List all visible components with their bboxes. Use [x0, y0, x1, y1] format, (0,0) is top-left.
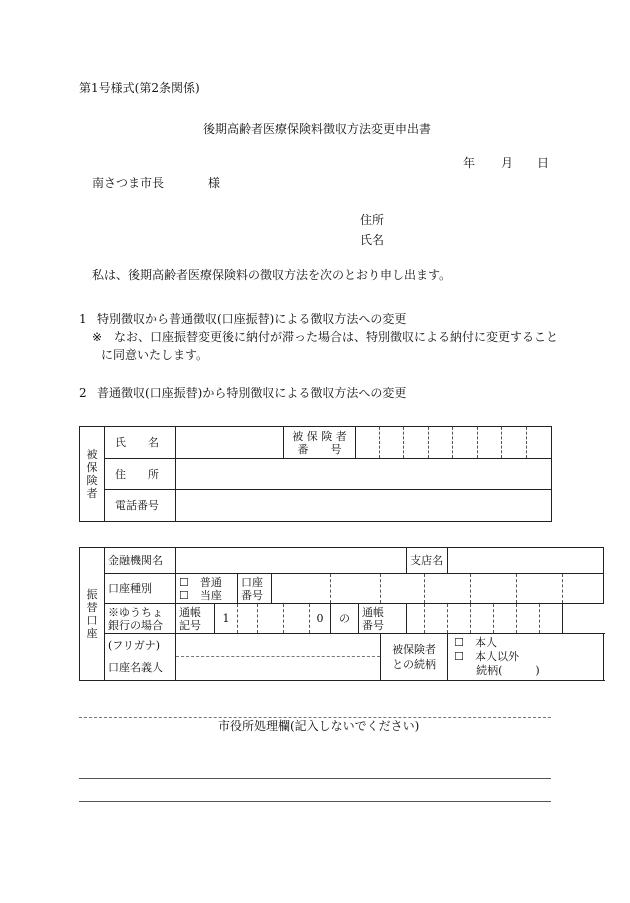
insured-phone-field[interactable] — [176, 490, 552, 522]
account-number-label: 口座 番号 — [238, 574, 272, 604]
furigana-field[interactable] — [176, 634, 380, 656]
branch-field[interactable] — [448, 548, 604, 574]
relation-detail[interactable]: 続柄( ) — [476, 664, 540, 677]
account-type-current-checkbox[interactable]: ☐ 当座 — [179, 588, 222, 602]
holder-name-field[interactable] — [176, 656, 380, 680]
insured-number-label: 被 保 険 者 番 号 — [284, 427, 356, 459]
passbook-number-digit[interactable] — [407, 604, 425, 634]
insured-number-digit[interactable] — [527, 427, 552, 459]
date-month-label: 月 — [501, 156, 514, 170]
insured-number-digit[interactable] — [429, 427, 453, 459]
office-line-2 — [79, 801, 551, 802]
passbook-code-digit[interactable] — [284, 604, 310, 634]
section1-note-line1: なお、口座振替変更後に納付が滞った場合は、特別徴収による納付に変更すること — [114, 330, 559, 344]
insured-number-digit[interactable] — [356, 427, 380, 459]
relation-label: 被保険者 との続柄 — [381, 634, 448, 681]
relation-other-checkbox[interactable]: ☐ 本人以外 — [454, 650, 519, 663]
insured-number-digit[interactable] — [478, 427, 502, 459]
bank-group-label: 振 替 口 座 — [80, 548, 105, 681]
account-number-digit[interactable] — [381, 574, 425, 604]
section1-title: 特別徴収から普通徴収(口座振替)による徴収方法への変更 — [97, 312, 407, 326]
addressee: 南さつま市長 — [92, 176, 165, 190]
applicant-address-label: 住所 — [360, 213, 385, 227]
section2-number: 2 — [79, 386, 87, 400]
form-number: 第1号様式(第2条関係) — [79, 81, 200, 95]
passbook-code-suffix: 0 — [310, 604, 331, 634]
account-number-digit[interactable] — [517, 574, 563, 604]
addressee-suffix: 様 — [208, 176, 221, 190]
relation-self-checkbox[interactable]: ☐ 本人 — [454, 636, 497, 649]
passbook-number-digit[interactable] — [471, 604, 494, 634]
section1-note-line2: に同意いたします。 — [101, 348, 209, 362]
section1-note-mark: ※ — [92, 330, 103, 344]
passbook-code-digit[interactable] — [238, 604, 258, 634]
insured-address-label: 住 所 — [105, 459, 176, 490]
furigana-label: (フリガナ) — [108, 639, 161, 652]
insured-number-digit[interactable] — [404, 427, 429, 459]
office-label: 市役所処理欄(記入しないでください) — [218, 719, 420, 733]
passbook-number-digit[interactable] — [425, 604, 448, 634]
yucho-label: ※ゆうちょ 銀行の場合 — [105, 604, 176, 634]
office-line-1 — [79, 778, 551, 779]
account-type-label: 口座種別 — [105, 574, 176, 604]
account-number-digit[interactable] — [272, 574, 331, 604]
insured-number-digit[interactable] — [453, 427, 478, 459]
form-title: 後期高齢者医療保険料徴収方法変更申出書 — [203, 122, 432, 136]
passbook-number-label: 通帳 番号 — [359, 604, 407, 634]
insured-group-label: 被 保 険 者 — [80, 427, 105, 522]
insured-phone-label: 電話番号 — [105, 490, 176, 522]
account-number-digit[interactable] — [471, 574, 517, 604]
date-day-label: 日 — [537, 156, 550, 170]
statement: 私は、後期高齢者医療保険料の徴収方法を次のとおり申し出ます。 — [92, 268, 452, 282]
no-particle: の — [331, 604, 359, 634]
passbook-number-digit[interactable] — [517, 604, 540, 634]
holder-label: 口座名義人 — [108, 661, 163, 674]
bank-name-field[interactable] — [176, 548, 407, 574]
date-year-label: 年 — [463, 156, 476, 170]
account-number-digit[interactable] — [331, 574, 381, 604]
insured-name-field[interactable] — [176, 427, 284, 459]
section2-title: 普通徴収(口座振替)から特別徴収による徴収方法への変更 — [97, 386, 407, 400]
bank-table — [79, 547, 604, 681]
account-type-options[interactable] — [176, 574, 238, 604]
insured-number-digit[interactable] — [502, 427, 527, 459]
account-type-ordinary-checkbox[interactable]: ☐ 普通 — [179, 575, 222, 589]
insured-address-field[interactable] — [176, 459, 552, 490]
passbook-code-prefix: 1 — [215, 604, 238, 634]
section1-number: 1 — [79, 312, 87, 326]
holder-field[interactable] — [176, 634, 381, 681]
applicant-name-label: 氏名 — [360, 233, 385, 247]
office-divider — [79, 717, 551, 718]
passbook-number-digit[interactable] — [448, 604, 471, 634]
passbook-code-label: 通帳 記号 — [176, 604, 215, 634]
passbook-number-digit[interactable] — [494, 604, 517, 634]
insured-table — [79, 426, 552, 522]
account-number-digit[interactable] — [425, 574, 471, 604]
passbook-code-digit[interactable] — [258, 604, 284, 634]
branch-label: 支店名 — [407, 548, 448, 574]
passbook-number-digit[interactable] — [540, 604, 563, 634]
bank-name-label: 金融機関名 — [105, 548, 176, 574]
account-number-digit[interactable] — [563, 574, 604, 604]
holder-label-cell — [105, 634, 176, 681]
insured-number-digit[interactable] — [380, 427, 404, 459]
insured-name-label: 氏 名 — [105, 427, 176, 459]
relation-options[interactable] — [448, 634, 604, 681]
